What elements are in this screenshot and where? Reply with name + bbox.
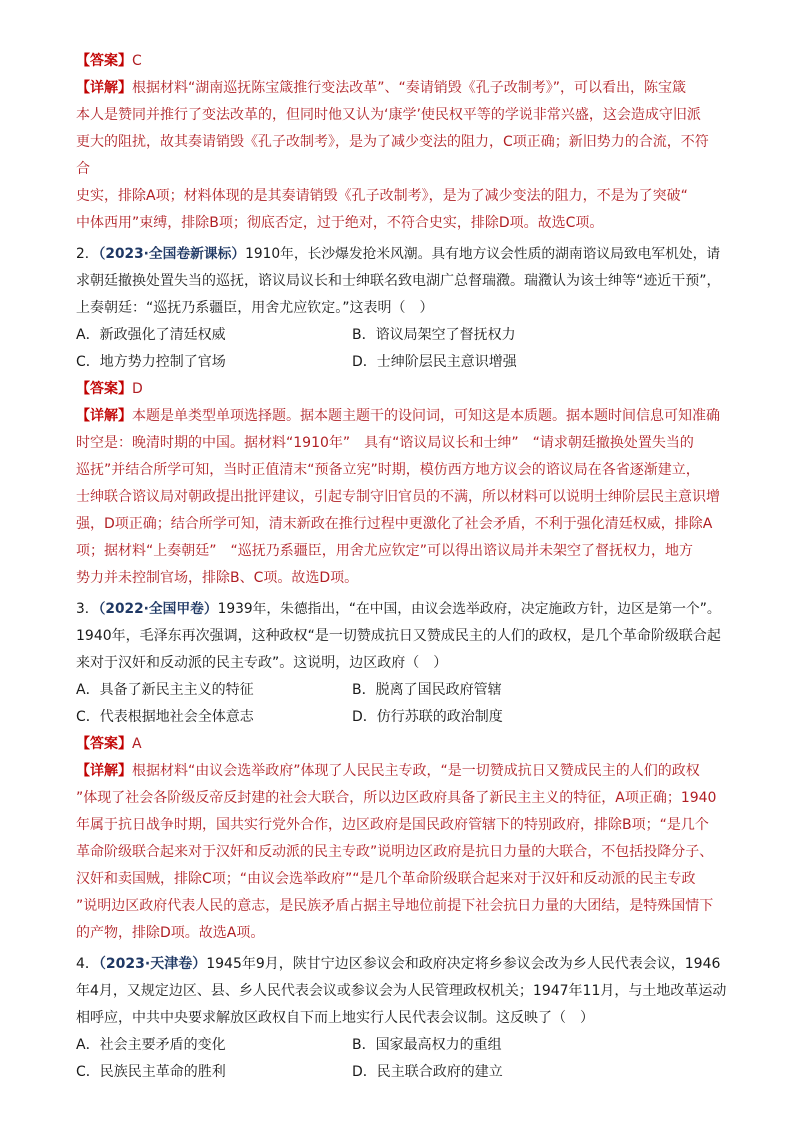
q1-detail-line: 史实，排除A项；材料体现的是其奏请销毁《孔子改制考》，是为了减少变法的阻力，不是为了突破“ [76, 188, 688, 204]
q3-detail-line: ”说明边区政府代表人民的意志，是民族矛盾占据主导地位前提下社会抗日力量的大团结，是特殊国情下 [76, 898, 714, 914]
q2-detail-line: 巡抚”并结合所学可知，当时正值清末“预备立宪”时期，模仿西方地方议会的谘议局在各省逐渐建立， [76, 462, 700, 478]
option-d: D．仿行苏联的政治制度 [352, 709, 503, 725]
option-b: B．国家最高权力的重组 [352, 1037, 502, 1053]
option-b: B．脱离了国民政府管辖 [352, 682, 502, 698]
q2-stem-line: 求朝廷撤换处置失当的巡抚，谘议局议长和士绅联名致电湖广总督瑞瀓。瑞瀓认为该士绅等“迹近干预”， [76, 273, 721, 289]
q4-stem-line: 相呼应，中共中央要求解放区政权自下而上地实行人民代表会议制。这反映了（ ） [76, 1010, 594, 1026]
q2-detail-block [76, 403, 718, 592]
q1-detail-line: 合 [76, 161, 90, 177]
option-d: D．民主联合政府的建立 [352, 1064, 503, 1080]
q2-answer-line [76, 376, 718, 403]
detail-tag: 【详解】 [76, 408, 132, 424]
answer-value: A [132, 736, 142, 752]
q3-options-row [76, 704, 718, 731]
q2-stem-block [76, 241, 721, 403]
option-d: D．士绅阶层民主意识增强 [352, 354, 517, 370]
detail-tag: 【详解】 [76, 763, 132, 779]
q2-detail-line: 士绅联合谘议局对朝政提出批评建议，引起专制守旧官员的不满，所以材料可以说明士绅阶层民主意识增 [76, 489, 720, 505]
question-number: 4． [76, 956, 99, 972]
q3-detail-line: 年属于抗日战争时期，国共实行党外合作，边区政府是国民政府管辖下的特别政府，排除B项；“是几个 [76, 817, 709, 833]
answer-tag: 【答案】 [76, 53, 132, 69]
answer-tag: 【答案】 [76, 381, 132, 397]
question-source: （2023·天津卷） [98, 956, 207, 972]
q3-stem-line: 1940年，毛泽东再次强调，这种政权“是一切赞成抗日又赞成民主的人们的政权，是几个革命阶级联合起 [76, 628, 721, 644]
option-b: B．谘议局架空了督抚权力 [352, 327, 516, 343]
q2-detail-line: 【详解】本题是单类型单项选择题。据本题主题干的设问词，可知这是本质题。据本题时间信息可知准确 [76, 408, 720, 424]
q1-answer-line [76, 48, 718, 75]
q4-stem-line: 年4月，又规定边区、县、乡人民代表会议或参议会为人民管理政权机关；1947年11月，与土地改革运动 [76, 983, 727, 999]
q2-detail-line: 强，D项正确；结合所学可知，清末新政在推行过程中更激化了社会矛盾，不利于强化清廷权威，排除A [76, 516, 713, 532]
option-c: C．代表根据地社会全体意志 [76, 709, 254, 725]
question-number: 2． [76, 246, 99, 262]
detail-tag: 【详解】 [76, 80, 132, 96]
q3-answer-line [76, 731, 718, 758]
option-a: A．新政强化了清廷权威 [76, 327, 226, 343]
q3-detail-line: 【详解】根据材料“由议会选举政府”体现了人民民主专政，“是一切赞成抗日又赞成民主的人们的政权 [76, 763, 700, 779]
q3-stem-line: 3．（2022·全国甲卷）1939年，朱德指出，“在中国，由议会选举政府，决定施政方针，边区是第一个”。 [76, 601, 721, 617]
q1-detail-line: 更大的阻扰，故其奏请销毁《孔子改制考》，是为了减少变法的阻力，C项正确；新旧势力的合流，不符 [76, 134, 709, 150]
option-a: A．社会主要矛盾的变化 [76, 1037, 226, 1053]
q4-options-row [76, 1059, 718, 1086]
q2-detail-line: 项；据材料“上奏朝廷” “巡抚乃系疆臣，用舍尤应钦定”可以得出谘议局并未架空了督抚权力，地方 [76, 543, 694, 559]
q2-detail-line: 时空是：晚清时期的中国。据材料“1910年” 具有“谘议局议长和士绅” “请求朝廷撤换处置失当的 [76, 435, 694, 451]
q3-stem-line: 来对于汉奸和反动派的民主专政”。这说明，边区政府（ ） [76, 655, 448, 671]
q2-options-row [76, 349, 718, 376]
option-a: A．具备了新民主主义的特征 [76, 682, 254, 698]
q1-detail-block [76, 75, 718, 237]
question-number: 3． [76, 601, 99, 617]
q1-detail-line: 中体西用”束缚，排除B项；彻底否定，过于绝对，不符合史实，排除D项。故选C项。 [76, 215, 604, 231]
q4-stem-line: 4．（2023·天津卷）1945年9月，陕甘宁边区参议会和政府决定将乡参议会改为乡人民代表会议，1946 [76, 956, 721, 972]
q2-stem-line: 2．（2023·全国卷新课标）1910年，长沙爆发抢米风潮。具有地方议会性质的湖南谘议局致电军机处，请 [76, 246, 721, 262]
answer-tag: 【答案】 [76, 736, 132, 752]
q1-answer-block [76, 48, 718, 75]
q3-detail-line: ”体现了社会各阶级反帝反封建的社会大联合，所以边区政府具备了新民主主义的特征，A项正确；1940 [76, 790, 717, 806]
q4-options-row [76, 1032, 718, 1059]
question-source: （2023·全国卷新课标） [98, 246, 246, 262]
q3-options-row [76, 677, 718, 704]
q3-stem-block [76, 596, 721, 758]
q1-detail-line: 【详解】根据材料“湖南巡抚陈宝箴推行变法改革”、“奏请销毁《孔子改制考》”，可以看出，陈宝箴 [76, 80, 687, 96]
q2-stem-line: 上奏朝廷：“巡抚乃系疆臣，用舍尤应钦定。”这表明（ ） [76, 300, 434, 316]
answer-value: C [132, 53, 142, 69]
q3-detail-line: 的产物，排除D项。故选A项。 [76, 925, 265, 941]
q4-stem-block [76, 951, 727, 1086]
question-source: （2022·全国甲卷） [98, 601, 218, 617]
answer-value: D [132, 381, 143, 397]
q1-detail-line: 本人是赞同并推行了变法改革的，但同时他又认为‘康学’使民权平等的学说非常兴盛，这会造成守旧派 [76, 107, 701, 123]
q2-detail-line: 势力并未控制官场，排除B、C项。故选D项。 [76, 570, 359, 586]
q3-detail-line: 汉奸和卖国贼，排除C项；“由议会选举政府”“是几个革命阶级联合起来对于汉奸和反动派的民主专政 [76, 871, 696, 887]
option-c: C．民族民主革命的胜利 [76, 1064, 226, 1080]
q3-detail-block [76, 758, 718, 947]
q2-options-row [76, 322, 718, 349]
option-c: C．地方势力控制了官场 [76, 354, 226, 370]
q3-detail-line: 革命阶级联合起来对于汉奸和反动派的民主专政”说明边区政府是抗日力量的大联合，不包括投降分子、 [76, 844, 714, 860]
